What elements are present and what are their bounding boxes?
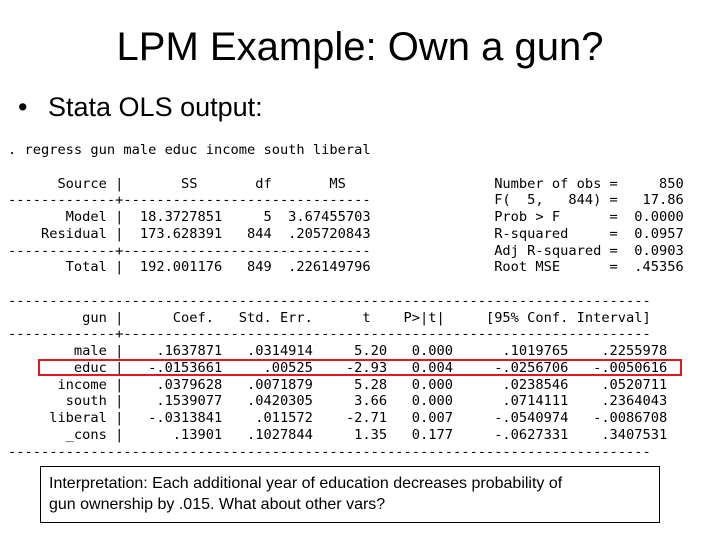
stata-output-line: ------------------------------------------------------------------------------: [8, 292, 651, 309]
stata-output-line: -------------+------------------------------ Adj R-squared = 0.0903: [8, 242, 684, 259]
interpretation-line-1: Interpretation: Each additional year of education decreases probability of: [49, 475, 563, 492]
stata-output-line: [8, 276, 684, 293]
stata-output-line: Source | SS df MS Number of obs = 850: [8, 175, 684, 192]
interpretation-line-2: gun ownership by .015. What about other vars?: [49, 496, 386, 513]
slide-subtitle: [18, 90, 263, 124]
bullet-icon: •: [18, 92, 28, 122]
interpretation-box: [40, 466, 660, 523]
stata-output-line: -------------+------------------------------ F( 5, 844) = 17.86: [8, 192, 684, 209]
stata-output-line: liberal | -.0313841 .011572 -2.71 0.007 -.0540974 -.0086708: [8, 410, 668, 426]
educ-row-highlight: [38, 359, 682, 376]
stata-output-line: _cons | .13901 .1027844 1.35 0.177 -.0627331 .3407531: [8, 426, 668, 443]
stata-output-line: Model | 18.3727851 5 3.67455703 Prob > F = 0.0000: [8, 209, 684, 225]
stata-output-line: [8, 159, 684, 176]
stata-output-line: . regress gun male educ income south liberal: [8, 142, 371, 158]
subtitle-text: Stata OLS output:: [48, 92, 263, 122]
stata-output-line: Residual | 173.628391 844 .205720843 R-squared = 0.0957: [8, 225, 684, 242]
stata-output-line: -------------+----------------------------------------------------------------: [8, 326, 651, 343]
stata-output-line: Total | 192.001176 849 .226149796 Root MSE = .45356: [8, 259, 684, 276]
stata-output-line: gun | Coef. Std. Err. t P>|t| [95% Conf. Interval]: [8, 309, 651, 326]
stata-output-line: income | .0379628 .0071879 5.28 0.000 .0238546 .0520711: [8, 376, 668, 393]
stata-output-line: ------------------------------------------------------------------------------: [8, 443, 651, 460]
stata-regression-output: [8, 142, 684, 460]
stata-output-line: south | .1539077 .0420305 3.66 0.000 .0714111 .2364043: [8, 393, 668, 410]
stata-output-line: educ | -.0153661 .00525 -2.93 0.004 -.0256706 -.0050616: [8, 359, 668, 376]
stata-output-line: male | .1637871 .0314914 5.20 0.000 .1019765 .2255978: [8, 343, 668, 359]
slide-title: LPM Example: Own a gun?: [116, 25, 604, 69]
